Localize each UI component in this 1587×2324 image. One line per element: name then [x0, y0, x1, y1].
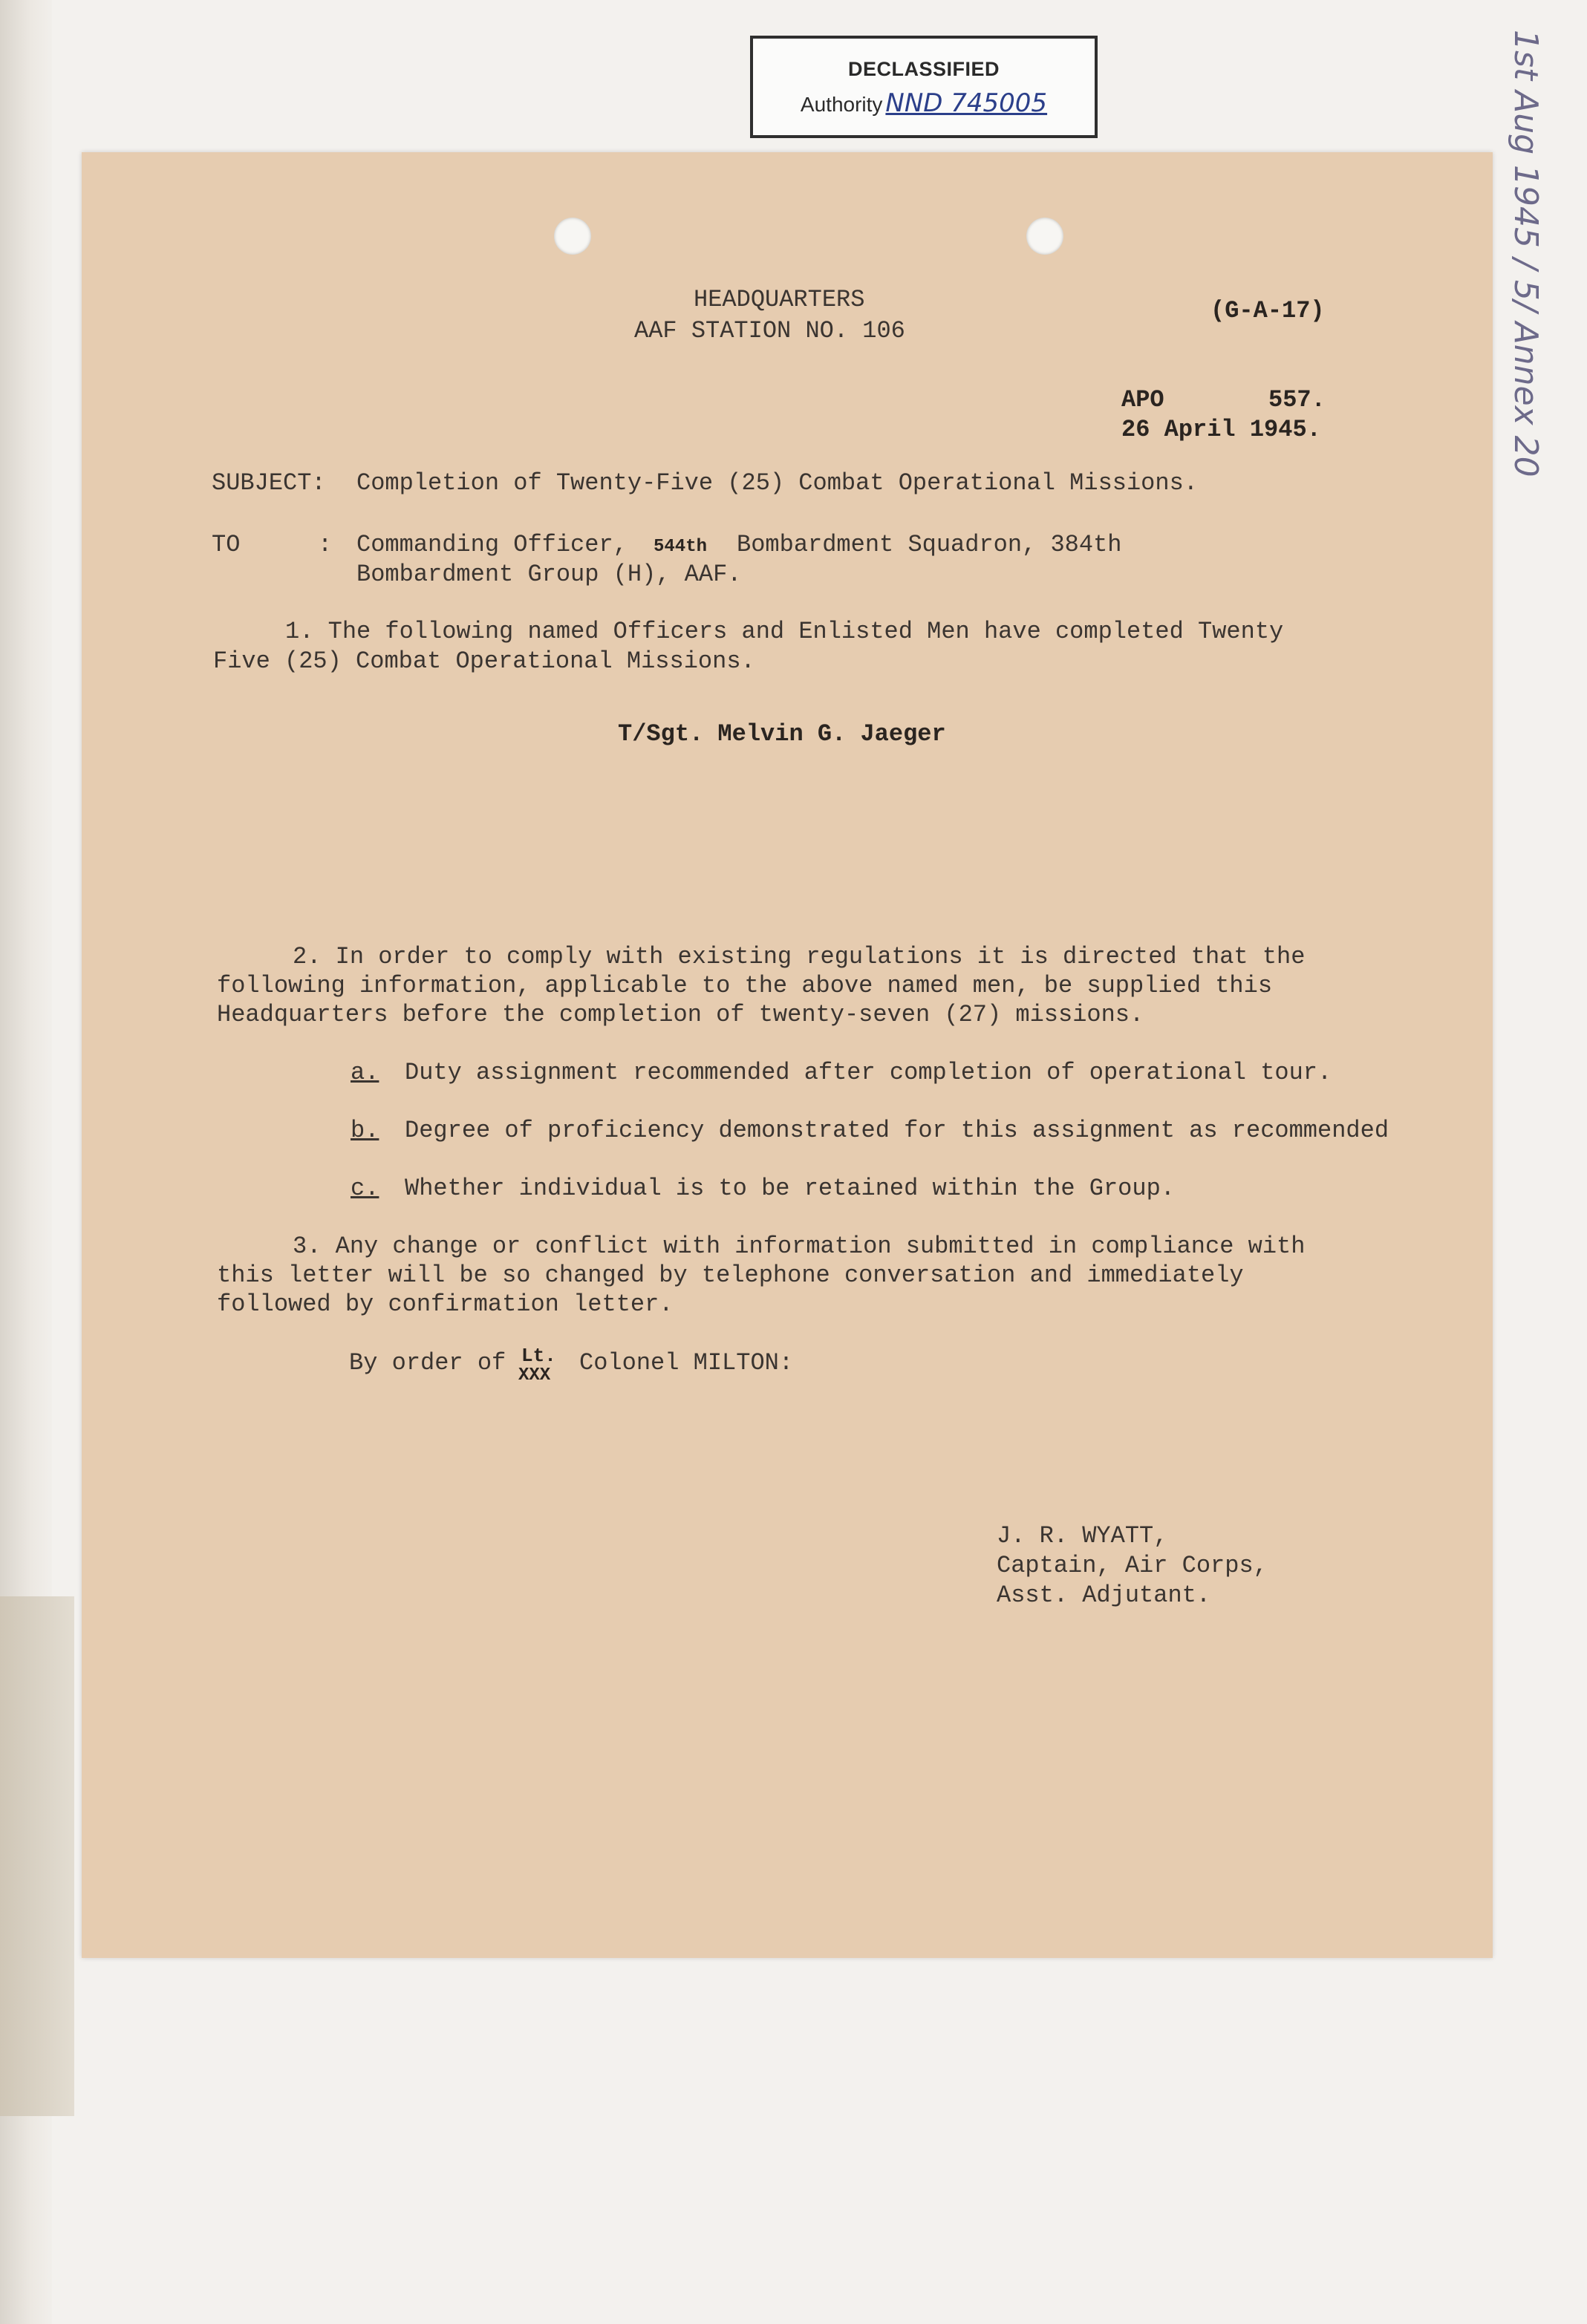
- file-code: (G-A-17): [1210, 297, 1325, 324]
- stamp-authority-number: NND 745005: [885, 88, 1048, 118]
- item-a-letter: a.: [351, 1059, 379, 1086]
- paragraph1-line2: Five (25) Combat Operational Missions.: [213, 647, 755, 675]
- item-b-letter: b.: [351, 1117, 379, 1144]
- order-prefix: By order of: [349, 1349, 506, 1377]
- item-b-text: Degree of proficiency demonstrated for this assignment as recommended: [405, 1117, 1389, 1144]
- paragraph3-line3: followed by confirmation letter.: [217, 1290, 674, 1318]
- subject-text: Completion of Twenty-Five (25) Combat Operational Missions.: [356, 469, 1198, 497]
- backdrop-left-paper: [0, 1596, 74, 2116]
- document-page: [82, 152, 1493, 1958]
- order-rank-under: XXX: [518, 1365, 551, 1385]
- stamp-authority-row: [753, 88, 1095, 118]
- paragraph3-line2: this letter will be so changed by telephone conversation and immediately: [217, 1261, 1244, 1289]
- stamp-authority-label: Authority: [800, 93, 883, 116]
- signature-rank: Captain, Air Corps,: [997, 1552, 1268, 1579]
- punch-hole-right: [1026, 218, 1063, 255]
- item-c-letter: c.: [351, 1175, 379, 1202]
- paragraph3-line1: 3. Any change or conflict with information submitted in compliance with: [293, 1233, 1306, 1260]
- to-label: TO: [212, 531, 241, 558]
- signature-title: Asst. Adjutant.: [997, 1582, 1211, 1609]
- order-suffix: Colonel MILTON:: [579, 1349, 794, 1377]
- letter-date: 26 April 1945.: [1121, 416, 1321, 443]
- signature-name: J. R. WYATT,: [997, 1522, 1168, 1550]
- subject-label: SUBJECT:: [212, 469, 326, 497]
- to-line1a: Commanding Officer,: [356, 531, 628, 558]
- paragraph2-line1: 2. In order to comply with existing regulations it is directed that the: [293, 943, 1306, 970]
- to-colon: :: [318, 531, 333, 558]
- apo-number: 557.: [1268, 386, 1326, 414]
- declassified-stamp: [750, 36, 1098, 138]
- to-line1b: Bombardment Squadron, 384th: [737, 531, 1122, 558]
- letterhead-line1: HEADQUARTERS: [694, 286, 865, 313]
- stamp-title: DECLASSIFIED: [847, 58, 1000, 80]
- order-rank-over: Lt.: [521, 1345, 556, 1367]
- to-line2: Bombardment Group (H), AAF.: [356, 561, 742, 588]
- paragraph2-line2: following information, applicable to the above named men, be supplied this: [217, 972, 1273, 999]
- letterhead-line2: AAF STATION NO. 106: [634, 317, 905, 345]
- item-c-text: Whether individual is to be retained within the Group.: [405, 1175, 1175, 1202]
- paragraph1-line1: 1. The following named Officers and Enlisted Men have completed Twenty: [285, 618, 1284, 645]
- paragraph2-line3: Headquarters before the completion of twenty-seven (27) missions.: [217, 1001, 1144, 1028]
- punch-hole-left: [554, 218, 591, 255]
- named-person: T/Sgt. Melvin G. Jaeger: [618, 720, 946, 748]
- squadron-number-overtype: 544th: [654, 537, 708, 557]
- item-a-text: Duty assignment recommended after completion of operational tour.: [405, 1059, 1332, 1086]
- apo-label: APO: [1121, 386, 1164, 414]
- handwritten-margin-note: 1st Aug 1945 / 5/ Annex 20: [1507, 30, 1545, 477]
